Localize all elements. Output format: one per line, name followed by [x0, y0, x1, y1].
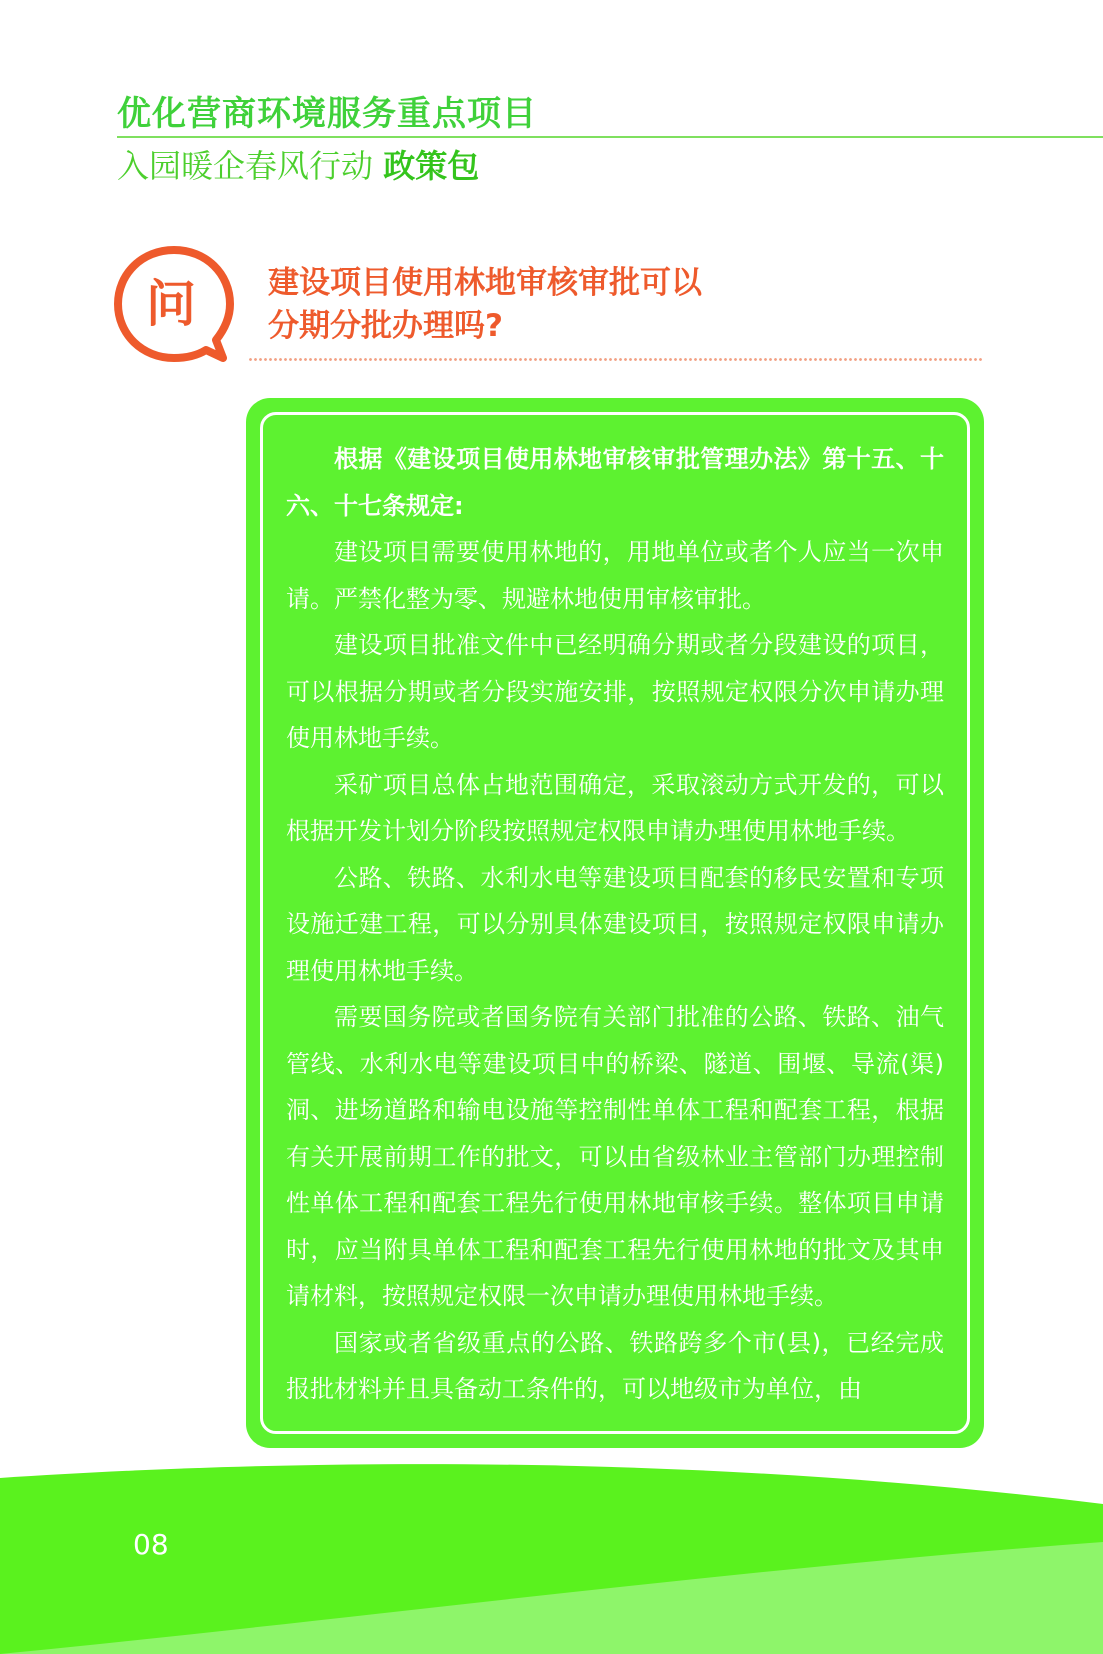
answer-paragraph: 需要国务院或者国务院有关部门批准的公路、铁路、油气管线、水利水电等建设项目中的桥梁、隧道、围堰、导流(渠)洞、进场道路和输电设施等控制性单体工程和配套工程，根据有关开展前期工作的批文，可以由省级林业主管部门办理控制性单体工程和配套工程先行使用林地审核手续。整体项目申请时，应当附具单体工程和配套工程先行使用林地的批文及其申请材料，按照规定权限一次申请办理使用林地手续。 [286, 1003, 944, 1310]
answer-paragraph-lead: 根据《建设项目使用林地审核审批管理办法》第十五、十六、十七条规定: [286, 445, 944, 520]
header-subtitle-text: 入园暖企春风行动 [117, 147, 384, 185]
page-header [117, 92, 1103, 185]
page-number: 08 [133, 1528, 169, 1561]
question-title-line: 分期分批办理吗? [268, 308, 503, 344]
question-badge-char: 问 [146, 275, 196, 333]
question-title-line: 建设项目使用林地审核审批可以 [268, 265, 702, 301]
question-title [268, 262, 968, 348]
answer-paragraph: 国家或者省级重点的公路、铁路跨多个市(县)，已经完成报批材料并且具备动工条件的，可以地级市为单位，由 [286, 1328, 944, 1403]
question-dotted-divider [248, 357, 984, 362]
header-title: 优化营商环境服务重点项目 [117, 94, 537, 134]
answer-panel [246, 398, 984, 1448]
answer-paragraph: 公路、铁路、水利水电等建设项目配套的移民安置和专项设施迁建工程，可以分别具体建设项目，按照规定权限申请办理使用林地手续。 [286, 863, 944, 985]
header-divider [117, 136, 1103, 138]
header-subtitle [117, 144, 479, 188]
answer-paragraph: 建设项目需要使用林地的，用地单位或者个人应当一次申请。严禁化整为零、规避林地使用审核审批。 [286, 538, 944, 613]
question-speech-bubble-icon [112, 242, 237, 367]
header-subtitle-emphasis: 政策包 [383, 147, 480, 185]
answer-paragraph: 采矿项目总体占地范围确定，采取滚动方式开发的，可以根据开发计划分阶段按照规定权限申请办理使用林地手续。 [286, 770, 944, 845]
answer-text [286, 436, 944, 1413]
answer-paragraph: 建设项目批准文件中已经明确分期或者分段建设的项目，可以根据分期或者分段实施安排，按照规定权限分次申请办理使用林地手续。 [286, 631, 944, 752]
